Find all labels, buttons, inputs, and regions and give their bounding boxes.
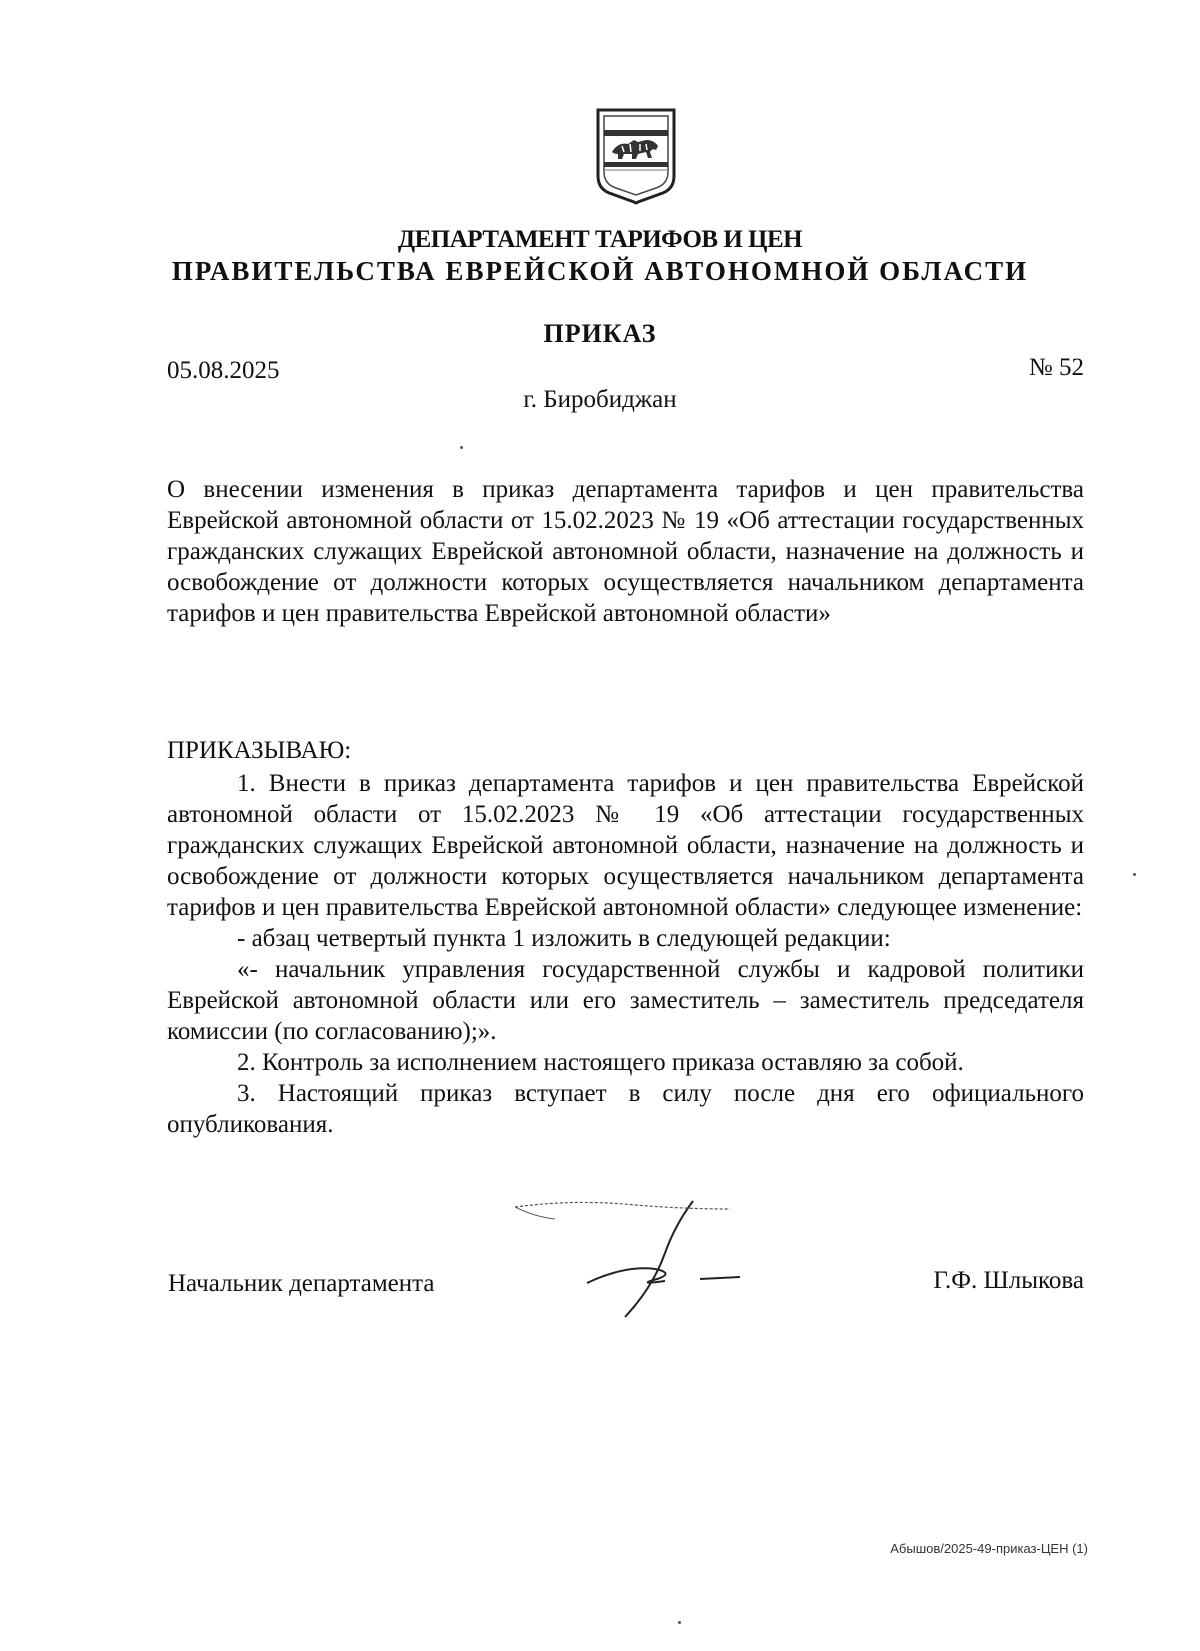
paragraph-3: 3. Настоящий приказ вступает в силу после дня его официального опубликования. — [167, 1080, 1084, 1138]
footer-reference: Абышов/2025-49-приказ-ЦЕН (1) — [890, 1541, 1088, 1556]
coat-of-arms-icon — [594, 106, 678, 206]
order-date: 05.08.2025 — [167, 357, 280, 384]
department-title: ДЕПАРТАМЕНТ ТАРИФОВ И ЦЕН — [397, 226, 803, 253]
order-title: ПРИКАЗ — [543, 319, 657, 348]
paragraph-2: 2. Контроль за исполнением настоящего приказа оставляю за собой. — [237, 1049, 964, 1076]
order-subject: О внесении изменения в приказ департамента тарифов и цен правительства Еврейской автономной области от 15.02.2023 № 19 «Об аттестации государственных гражданских служащих Еврейской автономной области, назначение на должность и освобождение от должности которых осуществляется начальником департамента тарифов и цен правительства Еврейской автономной области» — [167, 476, 1084, 627]
signatory-name: Г.Ф. Шлыкова — [933, 1267, 1084, 1294]
order-city: г. Биробиджан — [523, 386, 677, 413]
order-directive-word: ПРИКАЗЫВАЮ: — [167, 737, 352, 764]
signatory-position: Начальник департамента — [168, 1270, 435, 1297]
scan-speck — [678, 1621, 681, 1624]
paragraph-amendment-intro: - абзац четвертый пункта 1 изложить в следующей редакции: — [237, 925, 891, 952]
order-number: № 52 — [1028, 354, 1084, 381]
order-body — [167, 768, 1084, 1140]
paragraph-amendment-text: «- начальник управления государственной службы и кадровой политики Еврейской автономной области или его заместитель – заместитель председателя комиссии (по согласованию);». — [167, 956, 1084, 1045]
scan-speck — [460, 446, 463, 449]
paragraph-1: 1. Внести в приказ департамента тарифов и цен правительства Еврейской автономной области от 15.02.2023 № 19 «Об аттестации государственных гражданских служащих Еврейской автономной области, назначение на должность и освобождение от должности которых осуществляется начальником департамента тарифов и цен правительства Еврейской автономной области» следующее изменение: — [167, 770, 1084, 921]
government-title: ПРАВИТЕЛЬСТВА ЕВРЕЙСКОЙ АВТОНОМНОЙ ОБЛАСТИ — [171, 256, 1029, 286]
handwritten-signature — [515, 1195, 785, 1325]
scan-speck — [1133, 873, 1136, 876]
